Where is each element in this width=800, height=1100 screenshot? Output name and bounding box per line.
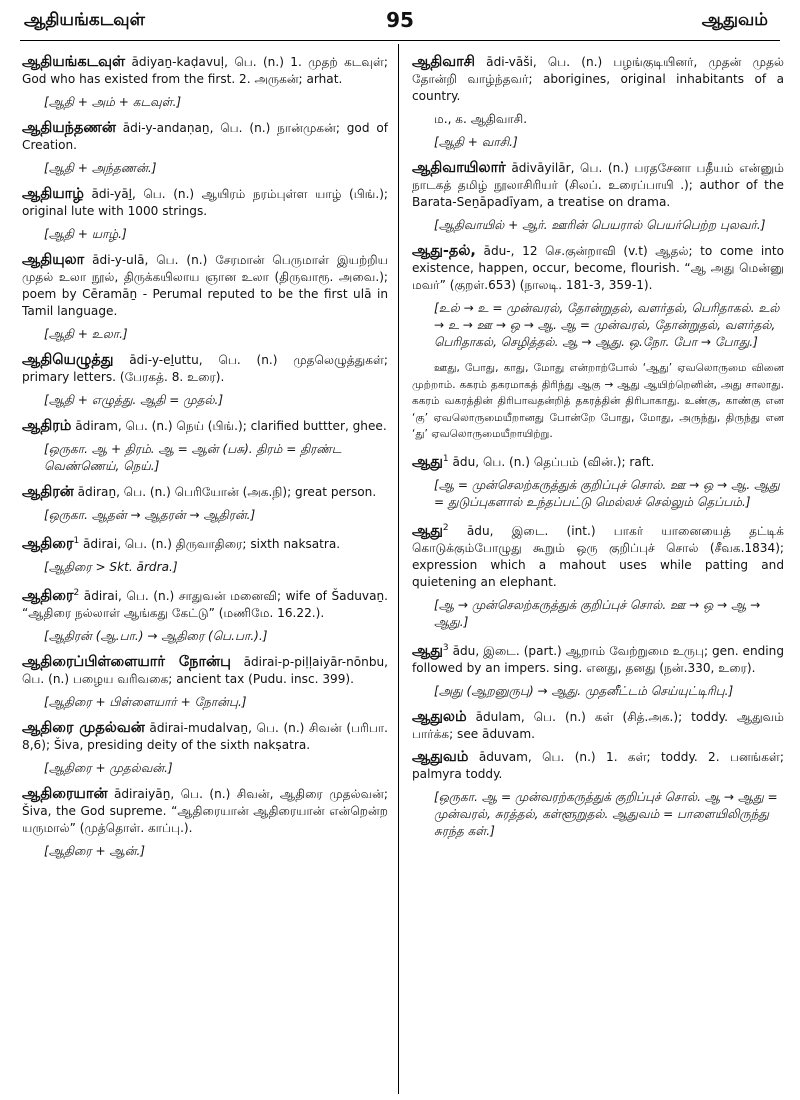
- definition: ādirai-mudalvaṉ, பெ. (n.) சிவன் (பரிபா. 8,6); Šiva, presiding deity of the sixth nakṣatra.: [22, 721, 388, 753]
- etymology: [ஆதி + உலா.]: [44, 327, 128, 341]
- headword: ஆதிரைப்பிள்ளையார் நோன்பு: [22, 654, 231, 671]
- definition: ādu, இடை. (int.) பாகர் யானையைத் தட்டிக் கொடுக்கும்போழுது கூறும் ஒரு குறிப்புச் சொல் (சீவக.1834); expression which a mahout uses while patting and quietening an elephant.: [412, 523, 784, 589]
- etymology: [ஆதிவாயில் + ஆர். ஊரின் பெயரால் பெயர்பெற்ற புலவர்.]: [434, 218, 766, 232]
- usage-note: ஊது, போது, காது, மோது என்றாற்போல் ‘ஆது’ ஏவலொருமை வினை முற்றாம். ககரம் தகரமாகத் திரிந்து ஆகு → ஆது ஆயிற்றெனின், அது சாலாது. ககரம் வகரத்தின் திரிபாவதன்றித் தகரத்தின் திரிபாகாது. உண்கு, காண்கு என ‘கு’ ஏவலொருமையீறானது போன்றே போது, மோது, அருந்து, திருந்து என ‘து’ ஏவலொருமையீறாயிற்று.: [412, 362, 784, 440]
- headword: ஆது: [412, 522, 443, 539]
- headword: ஆதிரன்: [22, 484, 74, 500]
- dictionary-entry: [22, 186, 388, 243]
- headword: ஆதியாழ்: [22, 186, 84, 202]
- dictionary-entry: [412, 749, 784, 840]
- header-right-guideword: ஆதுவம்: [701, 10, 768, 30]
- definition: ādiraṉ, பெ. (n.) பெரியோன் (அக.நி); great person.: [73, 485, 377, 499]
- dictionary-entry: [22, 484, 388, 524]
- definition: ādirai-p-piḷḷaiyār-nōnbu, பெ. (n.) பழைய வரிவகை; ancient tax (Pudu. insc. 399).: [22, 655, 388, 687]
- headword: ஆதிவாசி: [412, 54, 476, 70]
- homonym-number: 1: [73, 536, 80, 546]
- headword: ஆதியுலா: [22, 252, 85, 268]
- etymology: [ஆதி + எழுத்து. ஆதி = முதல்.]: [44, 393, 224, 407]
- headword: ஆதுலம்: [412, 708, 467, 725]
- etymology: [ஆதி + அம் + கடவுள்.]: [44, 95, 182, 109]
- etymology: [அது (ஆறனுருபு) → ஆது. முதனீட்டம் செய்யுட்டிரிபு.]: [434, 683, 734, 698]
- etymology: [ஆதி + வாசி.]: [434, 135, 518, 149]
- definition: ādu, இடை. (part.) ஆறாம் வேற்றுமை உருபு; gen. ending followed by an impers. sing. எனது, தனது (நன்.330, உரை).: [412, 643, 784, 675]
- page-header: [0, 0, 800, 34]
- definition: ādi-yāḻ, பெ. (n.) ஆயிரம் நரம்புள்ள யாழ் (பிங்.); original lute with 1000 strings.: [22, 187, 388, 218]
- etymology: [ஆதிரன் (ஆ.பா.) → ஆதிரை (பெ.பா.).]: [44, 629, 268, 644]
- definition: ādirai, பெ. (n.) திருவாதிரை; sixth naksatra.: [79, 537, 341, 552]
- headword: ஆதிரை முதல்வன்: [22, 720, 145, 737]
- etymology: [ஆதிரை + பிள்ளையார் + நோன்பு.]: [44, 695, 247, 710]
- homonym-number: 2: [73, 588, 80, 599]
- definition: ādivāyilār, பெ. (n.) பரதசேனா பதீயம் என்னும் நாடகத் தமிழ் நூலாசிரியர் (சிலப். உரைப்பாயி .); author of the Barata-Seṉāpadīyam, a treatise on drama.: [412, 161, 784, 209]
- headword: ஆதியந்தணன்: [22, 120, 116, 136]
- definition: ādiraiyāṉ, பெ. (n.) சிவன், ஆதிரை முதல்வன்; Šiva, the God supreme. “ஆதிரையான் ஆதிரையான் என்றென்ற யருமால்” (முத்தொள். காப்பு.).: [22, 787, 388, 836]
- header-rule: [20, 40, 780, 41]
- etymology: [ஆ → முன்செலற்கருத்துக் குறிப்புச் சொல். ஊ → ஒ → ஆ → ஆது.]: [434, 597, 761, 629]
- etymology: [ஒருகா. ஆதன் → ஆதரன் → ஆதிரன்.]: [44, 508, 256, 522]
- dictionary-entry: [412, 640, 784, 700]
- dictionary-entry: [22, 120, 388, 177]
- page-number: 95: [386, 8, 414, 32]
- headword: ஆதியங்கடவுள்: [22, 54, 126, 70]
- etymology: [ஆதி + யாழ்.]: [44, 227, 127, 241]
- dictionary-entry: [22, 654, 388, 711]
- headword: ஆதிரை: [22, 588, 74, 605]
- definition: ādulam, பெ. (n.) கள் (சித்.அக.); toddy. ஆதுவம் பார்க்க; see āduvam.: [412, 709, 784, 741]
- etymology: [உல் → உ = முன்வரல், தோன்றுதல், வளர்தல், பெரிதாகல். உல் → உ → ஊ → ஒ → ஆ. ஆ = முன்வரல், தோன்றுதல், வளர்தல், பெரிதாகல், செழித்தல். ஆ → ஆது. ஒ.நோ. போ → போது.]: [434, 301, 780, 349]
- headword: ஆதுவம்: [412, 748, 469, 765]
- headword: ஆதியெழுத்து: [22, 352, 114, 368]
- right-column: [412, 54, 784, 1094]
- definition: ādu, பெ. (n.) தெப்பம் (வின்.); raft.: [448, 454, 655, 469]
- etymology: [ஆ = முன்செலற்கருத்துக் குறிப்புச் சொல். ஊ → ஒ → ஆ. ஆது = துடுப்புகளால் உந்தப்பட்டு மெல்லச் செல்லும் தெப்பம்.]: [434, 477, 780, 509]
- definition: ādiram, பெ. (n.) நெய் (பிங்.); clarified buttter, ghee.: [71, 419, 387, 433]
- dictionary-entry: [412, 54, 784, 151]
- headword: ஆது: [412, 453, 443, 470]
- definition: ādi-y-ulā, பெ. (n.) சேரமான் பெருமாள் இயற்றிய முதல் உலா நூல், திருக்கயிலாய ஞான உலா (திருவாரூ. அவை.); poem by Cēramāṉ - Perumal reputed to be the first ulā in Tamil language.: [22, 253, 388, 318]
- headword: ஆதிரை: [22, 536, 74, 553]
- dictionary-entry: [22, 720, 388, 777]
- dictionary-entry: [412, 243, 784, 443]
- headword: ஆதிவாயிலார்: [412, 160, 506, 176]
- homonym-number: 1: [442, 453, 449, 464]
- dictionary-entry: [412, 451, 784, 511]
- headword: ஆதிரையான்: [22, 786, 108, 803]
- column-divider: [398, 44, 399, 1094]
- dictionary-entry: [22, 54, 388, 111]
- header-left-guideword: ஆதியங்கடவுள்: [24, 10, 145, 30]
- dictionary-entry: [22, 585, 388, 645]
- etymology: [ஆதிரை + ஆன்.]: [44, 844, 146, 859]
- homonym-number: 2: [442, 522, 449, 533]
- headword: ஆது: [412, 642, 443, 659]
- dictionary-entry: [22, 418, 388, 475]
- headword: ஆதிரம்: [22, 418, 72, 434]
- dictionary-entry: [22, 252, 388, 343]
- dictionary-entry: [412, 520, 784, 631]
- definition: ādiyaṉ-kaḍavuḷ, பெ. (n.) 1. முதற் கடவுள்; God who has existed from the first. 2. அருகன்; arhat.: [22, 55, 388, 86]
- left-column: [22, 54, 388, 1094]
- dictionary-entry: [412, 709, 784, 743]
- cognates: ம., க. ஆதிவாசி.: [434, 112, 528, 126]
- definition: ādi-y-andaṇaṉ, பெ. (n.) நான்முகன்; god of Creation.: [22, 121, 388, 152]
- definition: ādu-, 12 செ.குன்றாவி (v.t) ஆதல்; to come into existence, happen, occur, become, flourish. “ஆ அது மென்னு மவர்” (குறள்.653) (நாலடி. 181-3, 359-1).: [412, 244, 784, 292]
- dictionary-entry: [22, 352, 388, 409]
- definition: ādirai, பெ. (n.) சாதுவன் மனைவி; wife of Šaduvaṉ. “ஆதிரை நல்லாள் ஆங்கது கேட்டு” (மணிமே. 16.22.).: [22, 589, 388, 621]
- headword: ஆது-தல்,: [412, 243, 476, 259]
- etymology: [ஒருகா. ஆ + திரம். ஆ = ஆன் (பசு). திரம் = திரண்ட வெண்ணெய், நெய்.]: [44, 442, 342, 473]
- etymology: [ஆதிரை + முதல்வன்.]: [44, 761, 173, 776]
- definition: ādi-vāši, பெ. (n.) பழங்குடியினர், முதன் முதல் தோன்றி வாழ்ந்தவர்; aborigines, original inhabitants of a country.: [412, 55, 784, 103]
- definition: āduvam, பெ. (n.) 1. கள்; toddy. 2. பனங்கள்; palmyra toddy.: [412, 749, 784, 781]
- etymology: [ஆதி + அந்தணன்.]: [44, 161, 157, 175]
- definition: ādi-y-eḻuttu, பெ. (n.) முதலெழுத்துகள்; primary letters. (பேரகத். 8. உரை).: [22, 353, 388, 384]
- dictionary-entry: [22, 786, 388, 860]
- etymology: [ஆதிரை > Skt. ārdra.]: [44, 560, 178, 575]
- dictionary-entry: [22, 533, 388, 576]
- homonym-number: 3: [442, 642, 449, 653]
- dictionary-entry: [412, 160, 784, 234]
- etymology: [ஒருகா. ஆ = முன்வரற்கருத்துக் குறிப்புச் சொல். ஆ → ஆது = முன்வரல், சுரத்தல், கள்ளூறுதல். ஆதுவம் = பாளையிலிருந்து சுரந்த கள்.]: [434, 789, 778, 838]
